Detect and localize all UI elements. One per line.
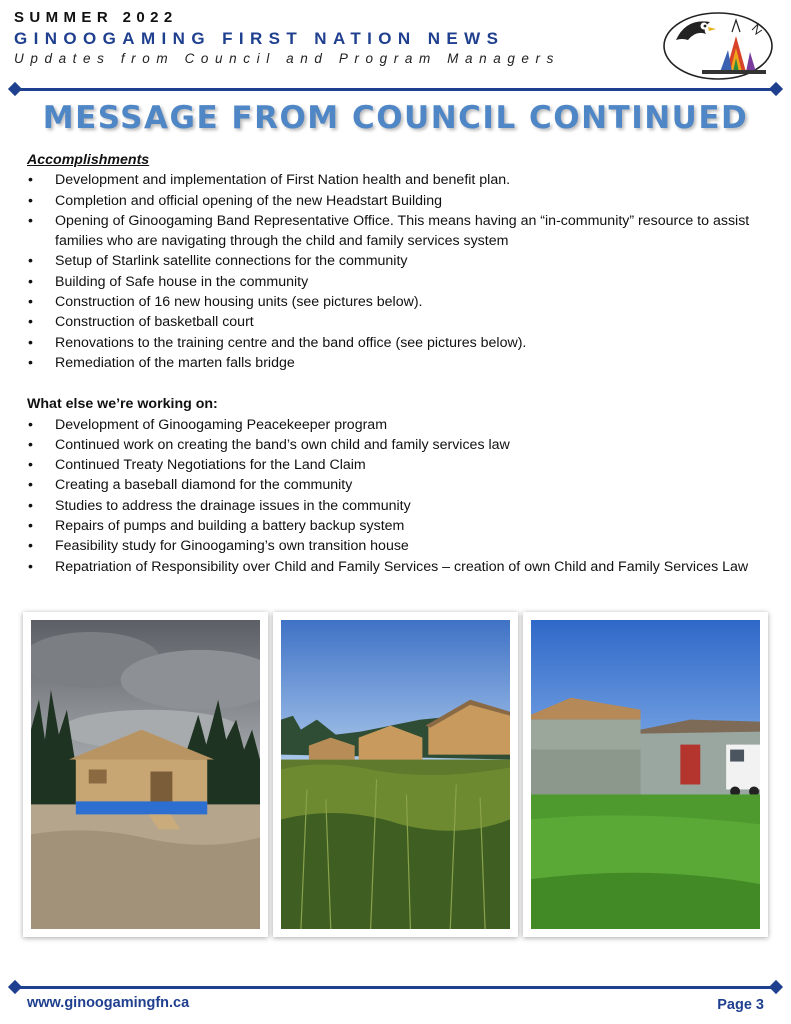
list-item: • Building of Safe house in the community xyxy=(27,272,767,292)
accomplishments-list xyxy=(27,170,767,373)
list-item: • Construction of basketball court xyxy=(27,312,767,332)
list-item: • Repatriation of Responsibility over Child and Family Services – creation of own Child and Family Services Law xyxy=(27,557,767,577)
header-divider xyxy=(8,84,783,96)
list-item: • Studies to address the drainage issues in the community xyxy=(27,496,767,516)
page-number: Page 3 xyxy=(717,997,764,1013)
eagle-teepee-logo-icon xyxy=(662,10,774,80)
newsletter-subtitle: Updates from Council and Program Managers xyxy=(14,51,560,66)
new-housing-units-photo xyxy=(273,612,518,937)
list-item: • Opening of Ginoogaming Band Representative Office. This means having an “in-community” resource to assist families who are navigating through the child and family services system xyxy=(27,211,767,252)
section-title: MESSAGE FROM COUNCIL CONTINUED xyxy=(42,100,749,136)
working-on-list xyxy=(27,415,767,577)
list-item: • Renovations to the training centre and the band office (see pictures below). xyxy=(27,333,767,353)
footer-divider xyxy=(8,982,783,994)
list-item: • Completion and official opening of the new Headstart Building xyxy=(27,191,767,211)
season-label: SUMMER 2022 xyxy=(14,9,178,26)
band-office-renovation-photo xyxy=(523,612,768,937)
article-body xyxy=(27,150,767,577)
list-item: • Feasibility study for Ginoogaming’s own transition house xyxy=(27,536,767,556)
list-item: • Setup of Starlink satellite connections for the community xyxy=(27,251,767,271)
list-item: • Creating a baseball diamond for the community xyxy=(27,475,767,495)
website-link[interactable]: www.ginoogamingfn.ca xyxy=(27,995,190,1011)
newsletter-header xyxy=(14,8,634,66)
list-item: • Repairs of pumps and building a battery backup system xyxy=(27,516,767,536)
list-item: • Continued Treaty Negotiations for the Land Claim xyxy=(27,455,767,475)
list-item: • Development and implementation of First Nation health and benefit plan. xyxy=(27,170,767,190)
list-item: • Continued work on creating the band’s own child and family services law xyxy=(27,435,767,455)
list-item: • Construction of 16 new housing units (see pictures below). xyxy=(27,292,767,312)
list-item: • Development of Ginoogaming Peacekeeper program xyxy=(27,415,767,435)
newsletter-title: GINOOGAMING FIRST NATION NEWS xyxy=(14,29,505,48)
list-item: • Remediation of the marten falls bridge xyxy=(27,353,767,373)
house-under-construction-photo xyxy=(23,612,268,937)
working-on-heading: What else we’re working on: xyxy=(27,396,218,413)
photo-strip xyxy=(23,612,768,938)
accomplishments-heading: Accomplishments xyxy=(27,152,150,168)
